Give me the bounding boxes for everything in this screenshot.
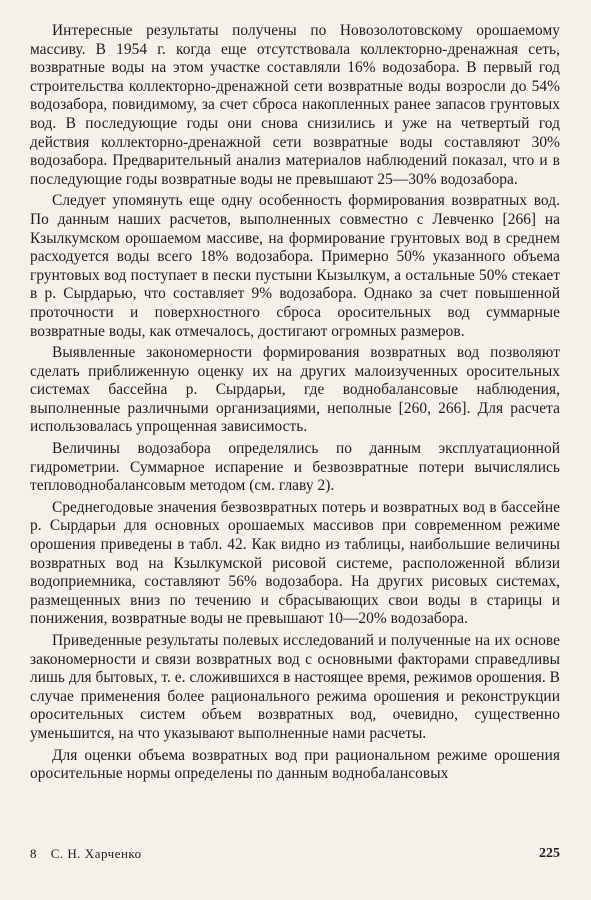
paragraph-1: Интересные результаты получены по Новозолотовскому орошаемому массиву. В 1954 г. когда еще отсутствовала коллекторно-дренажная сеть, возвратные воды на этом участке составляли 16% водозабора. В первый год строительства коллекторно-дренажной сети возвратные воды возросли до 54% водозабора, повидимому, за счет сброса накопленных ранее запасов грунтовых вод. В последующие годы они снова снизились и уже на четвертый год действия коллекторно-дренажной сети возвратные воды составляют 30% водозабора. Предварительный анализ материалов наблюдений показал, что и в последующие годы возвратные воды не превышают 25—30% водозабора. [30,22,560,188]
printer-signature [30,846,142,862]
main-text [30,22,560,787]
page-number: 225 [539,846,560,861]
signature-number: 8 [30,846,37,861]
paragraph-3: Выявленные закономерности формирования возвратных вод позволяют сделать приближенную оценку их на других малоизученных оросительных системах бассейна р. Сырдарьи, где воднобалансовые наблюдения, выполненные различными организациями, неполные [260, 266]. Для расчета использовалась упрощенная зависимость. [30,344,560,436]
paragraph-2: Следует упомянуть еще одну особенность формирования возвратных вод. По данным наших расчетов, выполненных совместно с Левченко [266] на Кзылкумском орошаемом массиве, на формирование грунтовых вод в среднем расходуется воды всего 18% водозабора. Примерно 50% указанного объема грунтовых вод поступает в пески пустыни Кызылкум, а остальные 50% стекает в р. Сырдарью, что составляет 9% водозабора. Однако за счет повышенной проточности и поверхностного сброса оросительных вод суммарные возвратные воды, как отмечалось, достигают огромных размеров. [30,192,560,340]
signature-author: С. Н. Харченко [50,846,142,861]
page-footer [30,846,560,868]
paragraph-7: Для оценки объема возвратных вод при рациональном режиме орошения оросительные нормы определены по данным воднобалансовых [30,746,560,783]
paragraph-5: Среднегодовые значения безвозвратных потерь и возвратных вод в бассейне р. Сырдарьи для основных орошаемых массивов при современном режиме орошения приведены в табл. 42. Как видно из таблицы, наибольшие величины возвратных вод на Кзылкумской рисовой системе, расположенной вблизи водоприемника, составляют 56% водозабора. На других рисовых системах, размещенных вниз по течению и сбрасывающих свои воды в старицы и понижения, возвратные воды не превышают 10—20% водозабора. [30,498,560,628]
paragraph-4: Величины водозабора определялись по данным эксплуатационной гидрометрии. Суммарное испарение и безвозвратные потери вычислялись тепловоднобалансовым методом (см. главу 2). [30,440,560,495]
paragraph-6: Приведенные результаты полевых исследований и полученные на их основе закономерности и связи возвратных вод с основными факторами справедливы лишь для бытовых, т. е. сложившихся в настоящее время, режимов орошения. В случае применения более рационального режима орошения и реконструкции оросительных систем объем возвратных вод, очевидно, существенно уменьшится, на что указывают выполненные нами расчеты. [30,632,560,742]
